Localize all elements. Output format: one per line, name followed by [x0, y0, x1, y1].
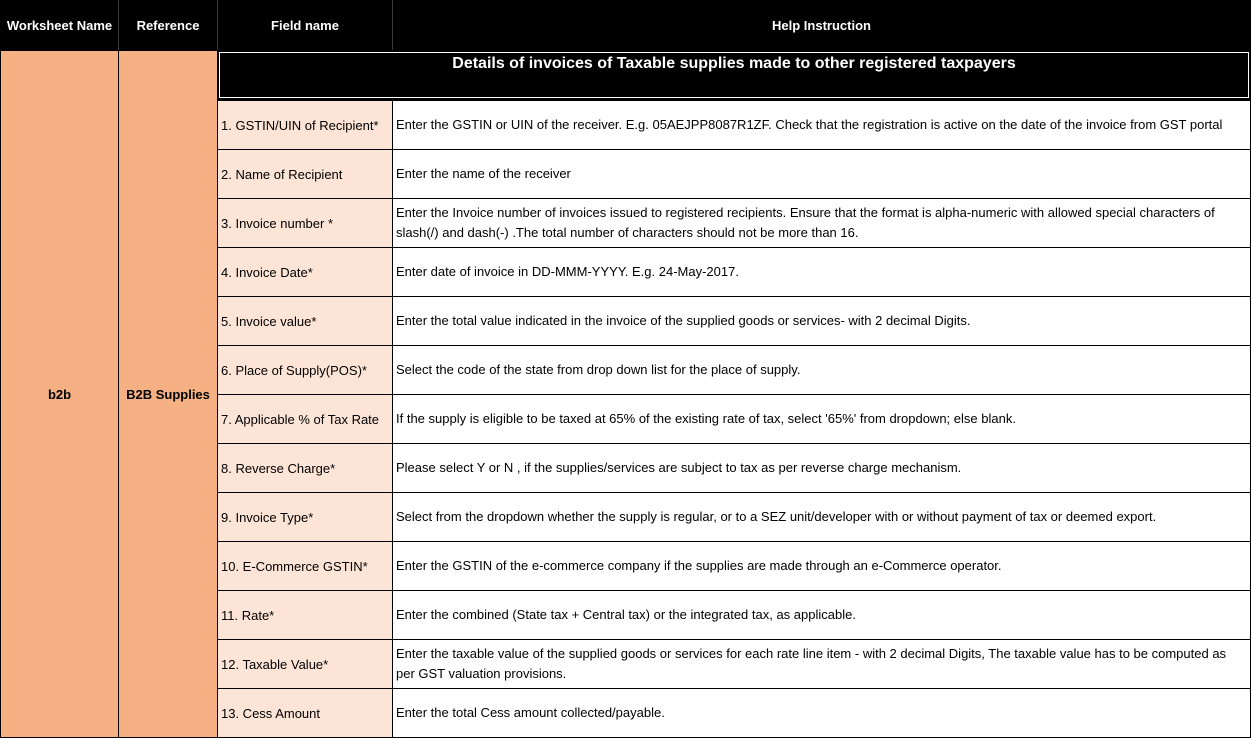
- header-field-name[interactable]: Field name: [218, 1, 393, 51]
- help-instruction-cell[interactable]: Select from the dropdown whether the supply is regular, or to a SEZ unit/developer with or without payment of tax or deemed export.: [393, 493, 1251, 542]
- help-instruction-cell[interactable]: Enter the total Cess amount collected/payable.: [393, 689, 1251, 738]
- header-worksheet-name[interactable]: Worksheet Name: [1, 1, 119, 51]
- help-instruction-cell[interactable]: Enter the combined (State tax + Central tax) or the integrated tax, as applicable.: [393, 591, 1251, 640]
- header-row: [1, 1, 1251, 51]
- field-name-cell[interactable]: 9. Invoice Type*: [218, 493, 393, 542]
- field-name-cell[interactable]: 12. Taxable Value*: [218, 640, 393, 689]
- help-instruction-cell[interactable]: Enter the Invoice number of invoices issued to registered recipients. Ensure that the format is alpha-numeric with allowed special characters of slash(/) and dash(-) .The total number of characters should not be more than 16.: [393, 199, 1251, 248]
- field-name-cell[interactable]: 8. Reverse Charge*: [218, 444, 393, 493]
- field-name-cell[interactable]: 2. Name of Recipient: [218, 150, 393, 199]
- header-reference[interactable]: Reference: [119, 1, 218, 51]
- field-name-cell[interactable]: 13. Cess Amount: [218, 689, 393, 738]
- help-instruction-cell[interactable]: If the supply is eligible to be taxed at 65% of the existing rate of tax, select '65%' from dropdown; else blank.: [393, 395, 1251, 444]
- section-title: Details of invoices of Taxable supplies made to other registered taxpayers: [219, 52, 1249, 98]
- header-help-instruction[interactable]: Help Instruction: [393, 1, 1251, 51]
- help-instruction-cell[interactable]: Enter the name of the receiver: [393, 150, 1251, 199]
- field-name-cell[interactable]: 4. Invoice Date*: [218, 248, 393, 297]
- field-name-cell[interactable]: 5. Invoice value*: [218, 297, 393, 346]
- help-instruction-cell[interactable]: Enter the total value indicated in the invoice of the supplied goods or services- with 2 decimal Digits.: [393, 297, 1251, 346]
- field-name-cell[interactable]: 3. Invoice number *: [218, 199, 393, 248]
- field-name-cell[interactable]: 11. Rate*: [218, 591, 393, 640]
- help-instruction-cell[interactable]: Please select Y or N , if the supplies/services are subject to tax as per reverse charge mechanism.: [393, 444, 1251, 493]
- field-name-cell[interactable]: 6. Place of Supply(POS)*: [218, 346, 393, 395]
- field-name-cell[interactable]: 10. E-Commerce GSTIN*: [218, 542, 393, 591]
- help-instruction-cell[interactable]: Enter date of invoice in DD-MMM-YYYY. E.g. 24-May-2017.: [393, 248, 1251, 297]
- field-name-cell[interactable]: 1. GSTIN/UIN of Recipient*: [218, 101, 393, 150]
- help-instruction-cell[interactable]: Enter the GSTIN or UIN of the receiver. E.g. 05AEJPP8087R1ZF. Check that the registration is active on the date of the invoice from GST portal: [393, 101, 1251, 150]
- worksheet-name-cell[interactable]: b2b: [1, 51, 119, 738]
- section-title-row: [1, 51, 1251, 101]
- help-instruction-cell[interactable]: Select the code of the state from drop down list for the place of supply.: [393, 346, 1251, 395]
- help-instruction-cell[interactable]: Enter the taxable value of the supplied goods or services for each rate line item - with 2 decimal Digits, The taxable value has to be computed as per GST valuation provisions.: [393, 640, 1251, 689]
- field-name-cell[interactable]: 7. Applicable % of Tax Rate: [218, 395, 393, 444]
- reference-cell[interactable]: B2B Supplies: [119, 51, 218, 738]
- section-title-cell[interactable]: [218, 51, 1251, 101]
- help-instruction-cell[interactable]: Enter the GSTIN of the e-commerce company if the supplies are made through an e-Commerce operator.: [393, 542, 1251, 591]
